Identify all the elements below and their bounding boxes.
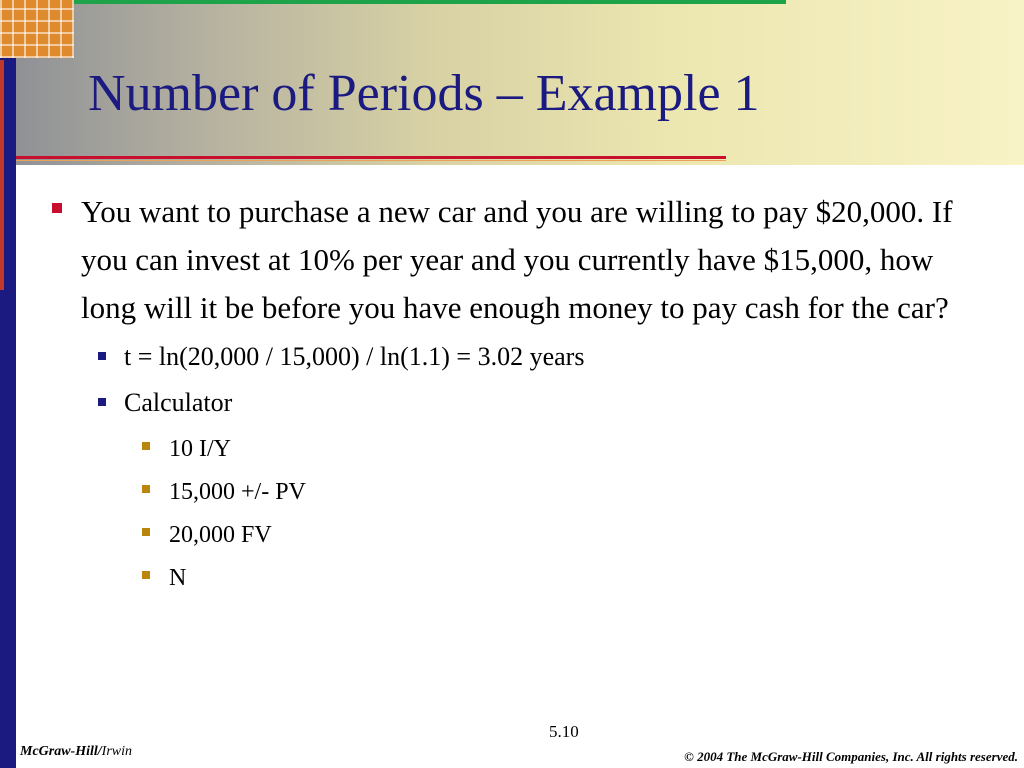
copyright-notice: © 2004 The McGraw-Hill Companies, Inc. All rights reserved. <box>684 749 1018 764</box>
bullet-level-3 <box>142 473 982 511</box>
bullet-level-1 <box>52 188 982 332</box>
slide-content <box>52 188 982 602</box>
bullet-level-2 <box>98 384 982 422</box>
grid-decoration <box>0 0 74 58</box>
page-number: 5.10 <box>549 722 579 741</box>
square-bullet-icon <box>142 571 150 579</box>
bullet-text: 15,000 +/- PV <box>169 479 306 505</box>
bullet-text: 20,000 FV <box>169 522 272 548</box>
square-bullet-icon <box>98 352 106 360</box>
top-green-line <box>74 0 786 4</box>
title-underline-shadow <box>16 160 726 161</box>
bullet-level-3 <box>142 516 982 554</box>
square-bullet-icon <box>142 485 150 493</box>
square-bullet-icon <box>142 528 150 536</box>
slide-title: Number of Periods – Example 1 <box>88 65 760 122</box>
bullet-level-3 <box>142 430 982 468</box>
bullet-level-2 <box>98 338 982 376</box>
bullet-text: Calculator <box>124 388 233 417</box>
bullet-level-3 <box>142 559 982 597</box>
bullet-text: You want to purchase a new car and you are willing to pay $20,000. If you can invest at 10% per year and you currently have $15,000, how long will it be before you have enough money to pay cash for the car? <box>81 194 953 325</box>
left-accent-stripe <box>0 60 4 290</box>
publisher-name: McGraw-Hill/ <box>20 744 102 759</box>
bullet-text: 10 I/Y <box>169 436 231 462</box>
square-bullet-icon <box>52 203 62 213</box>
bullet-text: t = ln(20,000 / 15,000) / ln(1.1) = 3.02 years <box>124 342 585 371</box>
bullet-text: N <box>169 565 187 591</box>
publisher-label <box>20 744 132 760</box>
publisher-imprint: Irwin <box>101 744 133 759</box>
square-bullet-icon <box>142 442 150 450</box>
square-bullet-icon <box>98 398 106 406</box>
title-underline <box>16 156 726 159</box>
